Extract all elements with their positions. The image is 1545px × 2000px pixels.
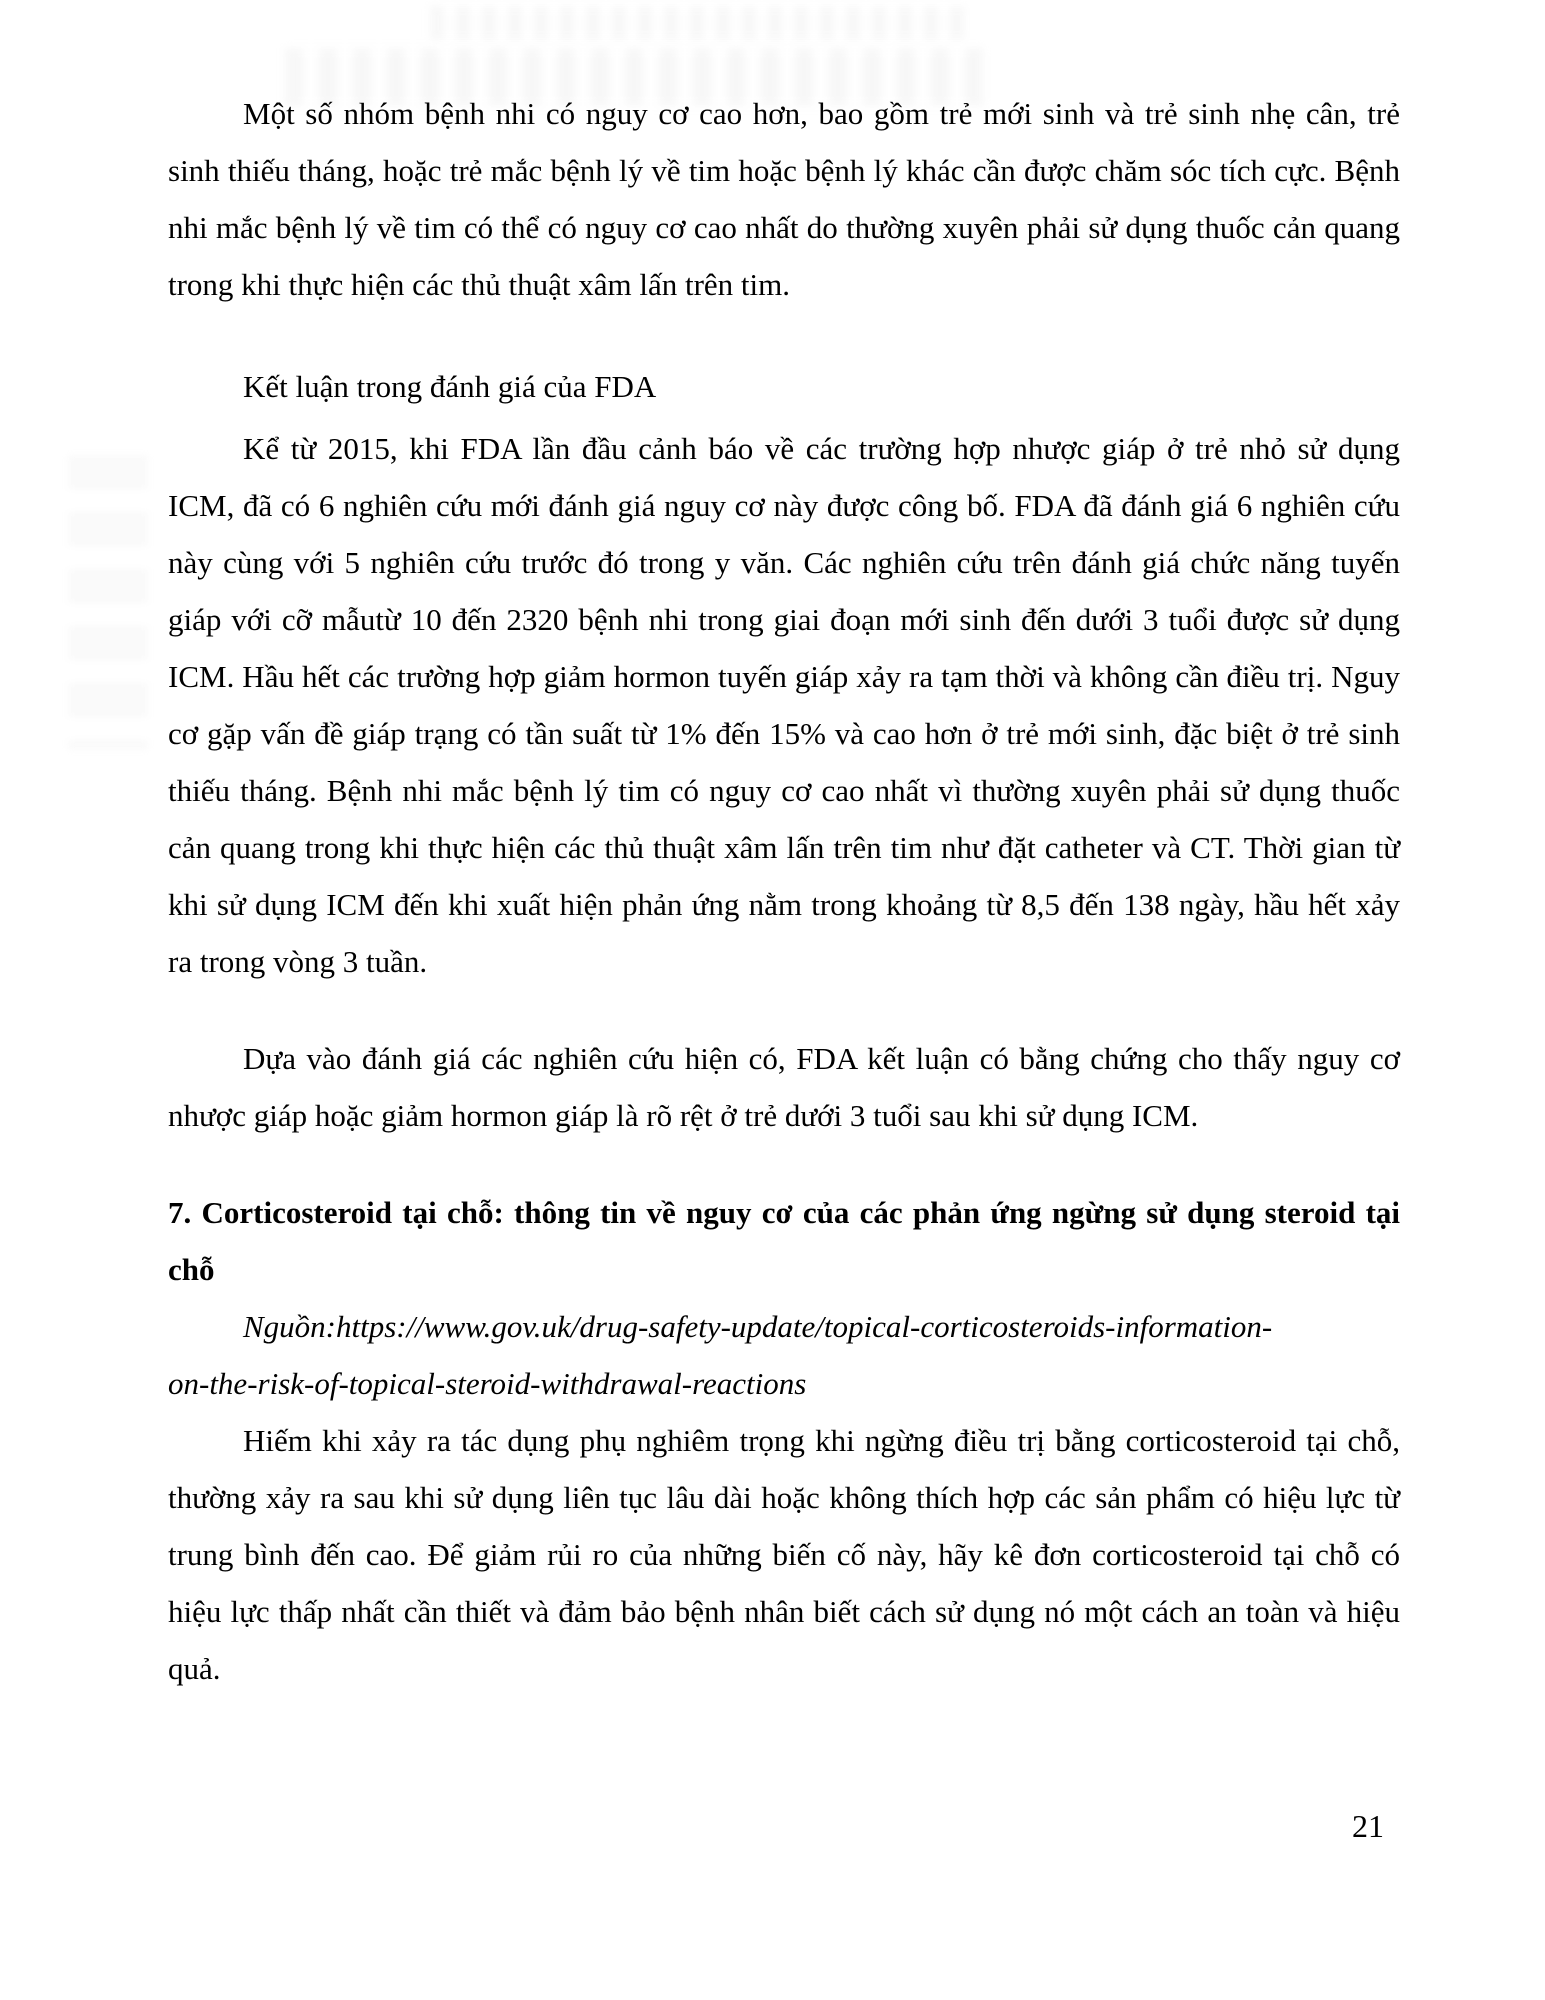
subheading-fda-conclusion: Kết luận trong đánh giá của FDA: [243, 369, 657, 404]
ghost-text-bleedthrough-left-margin: [68, 455, 148, 750]
text-block: [168, 85, 1400, 1697]
section-7-source: [168, 1298, 1400, 1412]
section-7-source-url-line2: on-the-risk-of-topical-steroid-withdrawal-reactions: [168, 1366, 807, 1401]
section-7-heading: 7. Corticosteroid tại chỗ: thông tin về nguy cơ của các phản ứng ngừng sử dụng steroid tại chỗ: [168, 1195, 1400, 1287]
ghost-text-bleedthrough-top-line1: [430, 6, 970, 40]
page-number: 21: [1352, 1808, 1384, 1844]
paragraph-fda-verdict: Dựa vào đánh giá các nghiên cứu hiện có, FDA kết luận có bằng chứng cho thấy nguy cơ nhược giáp hoặc giảm hormon giáp là rõ rệt ở trẻ dưới 3 tuổi sau khi sử dụng ICM.: [168, 1041, 1400, 1133]
section-7-source-url-line1: Nguồn:https://www.gov.uk/drug-safety-update/topical-corticosteroids-information-: [243, 1309, 1273, 1344]
paragraph-topical-steroid: Hiếm khi xảy ra tác dụng phụ nghiêm trọng khi ngừng điều trị bằng corticosteroid tại chỗ, thường xảy ra sau khi sử dụng liên tục lâu dài hoặc không thích hợp các sản phẩm có hiệu lực từ trung bình đến cao. Để giảm rủi ro của những biến cố này, hãy kê đơn corticosteroid tại chỗ có hiệu lực thấp nhất cần thiết và đảm bảo bệnh nhân biết cách sử dụng nó một cách an toàn và hiệu quả.: [168, 1423, 1400, 1686]
paragraph-risk-groups: Một số nhóm bệnh nhi có nguy cơ cao hơn, bao gồm trẻ mới sinh và trẻ sinh nhẹ cân, trẻ sinh thiếu tháng, hoặc trẻ mắc bệnh lý về tim hoặc bệnh lý khác cần được chăm sóc tích cực. Bệnh nhi mắc bệnh lý về tim có thể có nguy cơ cao nhất do thường xuyên phải sử dụng thuốc cản quang trong khi thực hiện các thủ thuật xâm lấn trên tim.: [168, 96, 1400, 302]
paragraph-fda-review: Kể từ 2015, khi FDA lần đầu cảnh báo về các trường hợp nhược giáp ở trẻ nhỏ sử dụng ICM, đã có 6 nghiên cứu mới đánh giá nguy cơ này được công bố. FDA đã đánh giá 6 nghiên cứu này cùng với 5 nghiên cứu trước đó trong y văn. Các nghiên cứu trên đánh giá chức năng tuyến giáp với cỡ mẫutừ 10 đến 2320 bệnh nhi trong giai đoạn mới sinh đến dưới 3 tuổi được sử dụng ICM. Hầu hết các trường hợp giảm hormon tuyến giáp xảy ra tạm thời và không cần điều trị. Nguy cơ gặp vấn đề giáp trạng có tần suất từ 1% đến 15% và cao hơn ở trẻ mới sinh, đặc biệt ở trẻ sinh thiếu tháng. Bệnh nhi mắc bệnh lý tim có nguy cơ cao nhất vì thường xuyên phải sử dụng thuốc cản quang trong khi thực hiện các thủ thuật xâm lấn trên tim như đặt catheter và CT. Thời gian từ khi sử dụng ICM đến khi xuất hiện phản ứng nằm trong khoảng từ 8,5 đến 138 ngày, hầu hết xảy ra trong vòng 3 tuần.: [168, 431, 1400, 979]
